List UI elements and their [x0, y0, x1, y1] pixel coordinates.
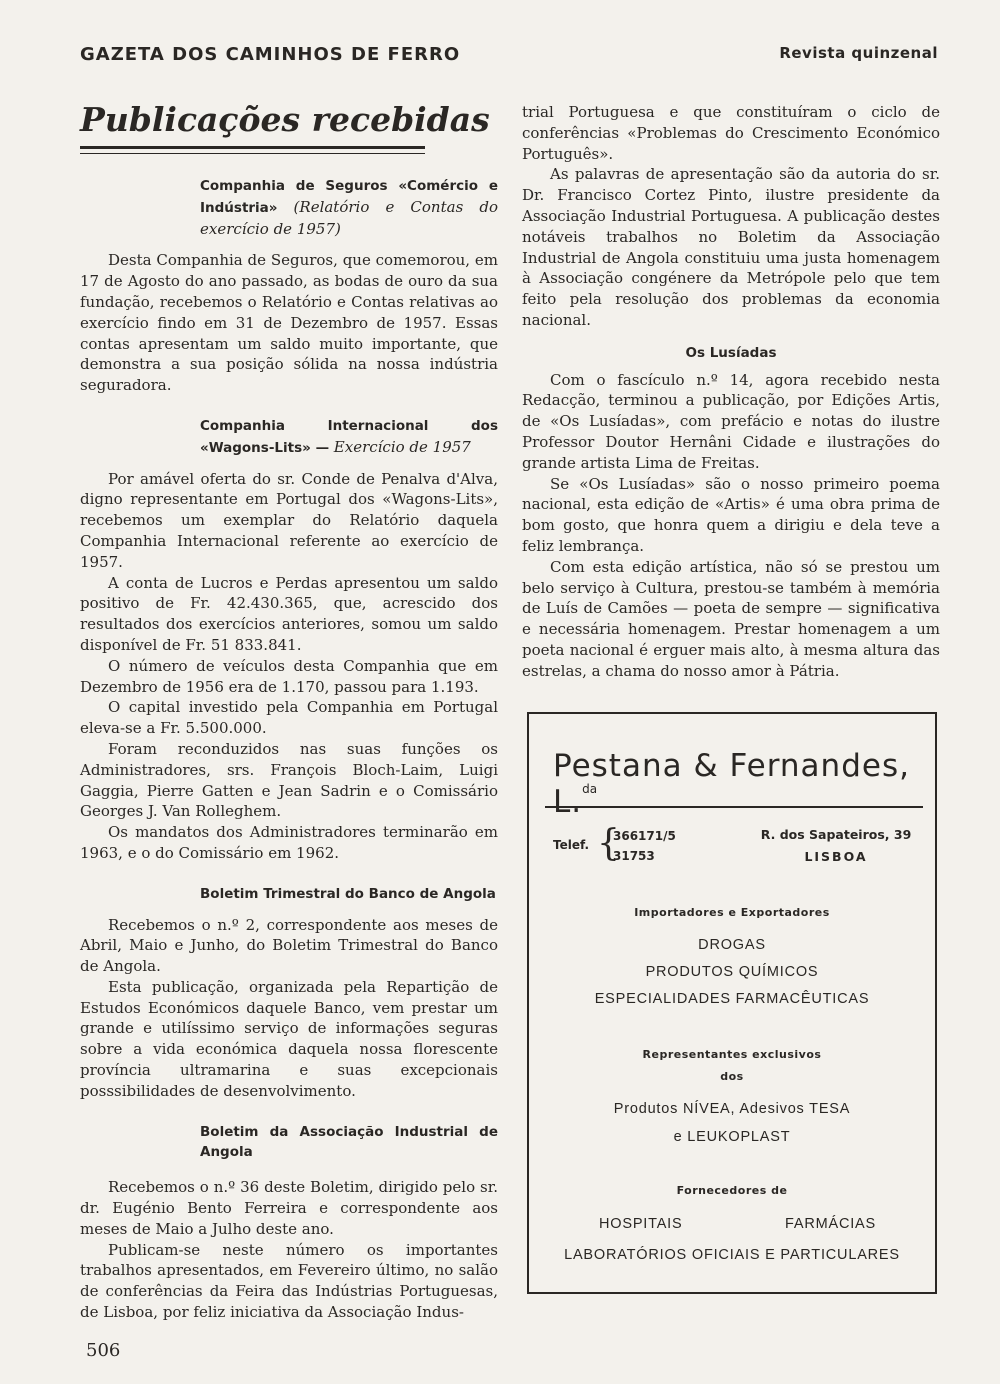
article-heading-italic: Exercício de 1957	[333, 437, 471, 456]
ad-product: PRODUTOS QUÍMICOS	[645, 964, 819, 980]
ad-rule	[545, 806, 923, 808]
left-column	[80, 176, 498, 1323]
ad-client: HOSPITAIS	[599, 1216, 683, 1232]
paragraph: Com esta edição artística, não só se prestou um belo serviço à Cultura, prestou-se também à memória de Luís de Camões — poeta de sempre — significativa e necessária homenagem. Prestar homenagem a um poeta nacional é erguer mais alto, à mesma altura das estrelas, a chama do nosso amor à Pátria.	[522, 557, 940, 680]
ad-product: DROGAS	[698, 937, 766, 953]
ad-phones	[613, 826, 676, 866]
title-rule	[80, 146, 425, 154]
paragraph: Foram reconduzidos nas suas funções os Administradores, srs. François Bloch-Laim, Luigi Gaggia, Pierre Gatten e Jean Sadrin e o Comissário Georges J. Van Rolleghem.	[80, 739, 498, 821]
ad-phone: 31753	[613, 849, 655, 863]
article-heading-italic: (Relatório e Contas do exercício de 1957)	[200, 197, 498, 238]
ad-products	[529, 932, 935, 1013]
article-heading: Boletim da Associação Industrial de Angola	[200, 1123, 498, 1161]
ad-company-suffix: da	[582, 782, 598, 796]
paragraph: trial Portuguesa e que constituíram o ciclo de conferências «Problemas do Crescimento Económico Português».	[522, 103, 940, 163]
ad-telef-label: Telef.	[553, 838, 590, 852]
advertisement	[527, 712, 937, 1294]
ad-street: R. dos Sapateiros, 39	[760, 827, 912, 842]
article-heading-bold: Companhia Internacional dos «Wagons-Lits» —	[200, 417, 498, 456]
journal-title: GAZETA DOS CAMINHOS DE FERRO	[80, 44, 461, 65]
article-heading	[200, 416, 498, 459]
ad-address	[751, 824, 921, 868]
paragraph: O número de veículos desta Companhia que em Dezembro de 1956 era de 1.170, passou para 1.193.	[80, 656, 498, 696]
article-heading: Os Lusíadas	[685, 344, 777, 361]
paragraph: Esta publicação, organizada pela Repartição de Estudos Económicos daquele Banco, vem prestar um grande e utilíssimo serviço de informações seguras sobre a vida económica daquela nossa florescente província ultramarina e suas excepcionais posssibilidades de desenvolvimento.	[80, 977, 498, 1100]
ad-phone: 366171/5	[613, 829, 676, 843]
ad-city: LISBOA	[804, 849, 868, 864]
paragraph: Os mandatos dos Administradores terminarão em 1963, e o do Comissário em 1962.	[80, 823, 498, 862]
article-heading	[200, 176, 498, 240]
right-column	[522, 102, 940, 682]
paragraph: Com o fascículo n.º 14, agora recebido nesta Redacção, terminou a publicação, por Edições Artis, de «Os Lusíadas», com prefácio e notas do ilustre Professor Doutor Hernâni Cidade e ilustrações do grande artista Lima de Freitas.	[522, 370, 940, 472]
paragraph: A conta de Lucros e Perdas apresentou um saldo positivo de Fr. 42.430.365, que, acrescido dos resultados dos exercícios anteriores, somou um saldo disponível de Fr. 51 833.841.	[80, 573, 498, 654]
paragraph: As palavras de apresentação são da autoria do sr. Dr. Francisco Cortez Pinto, ilustre presidente da Associação Industrial Portuguesa. A publicação destes notáveis trabalhos no Boletim da Associação Industrial de Angola constituiu uma justa homenagem à Associação congénere da Metrópole pelo que tem feito pela resolução dos problemas da economia nacional.	[522, 165, 940, 329]
section-title: Publicações recebidas	[80, 100, 490, 139]
ad-brands-2: e LEUKOPLAST	[673, 1129, 791, 1145]
ad-role-representatives: Representantes exclusivos	[642, 1048, 822, 1061]
article-heading-bold: Companhia de Seguros «Comércio e Indústria»	[200, 178, 498, 216]
ad-brands: Produtos NÍVEA, Adesivos TESA	[613, 1101, 851, 1117]
page-number: 506	[86, 1340, 121, 1361]
paragraph: Publicam-se neste número os importantes trabalhos apresentados, em Fevereiro último, no salão de conferências da Feira das Indústrias Portuguesas, de Lisboa, por feliz iniciativa da Associação Indus-	[80, 1240, 498, 1322]
paragraph: Desta Companhia de Seguros, que comemorou, em 17 de Agosto do ano passado, as bodas de ouro da sua fundação, recebemos o Relatório e Contas relativas ao exercício findo em 31 de Dezembro de 1957. Essas contas apresentam um saldo muito importante, que demonstra a sua posição sólida na nossa indústria seguradora.	[80, 251, 498, 395]
paragraph: Por amável oferta do sr. Conde de Penalva d'Alva, digno representante em Portugal dos «Wagons-Lits», recebemos um exemplar do Relatório daquela Companhia Internacional referente ao exercício de 1957.	[80, 469, 498, 571]
paragraph: O capital investido pela Companhia em Portugal eleva-se a Fr. 5.500.000.	[80, 698, 498, 738]
brace-icon: {	[597, 823, 620, 864]
ad-clients-2: LABORATÓRIOS OFICIAIS E PARTICULARES	[564, 1247, 900, 1263]
article-heading: Boletim Trimestral do Banco de Angola	[200, 885, 496, 902]
ad-role-importers: Importadores e Exportadores	[634, 906, 830, 919]
issue-type: Revista quinzenal	[779, 44, 938, 62]
ad-client: FARMÁCIAS	[785, 1216, 876, 1232]
ad-company-name	[553, 748, 935, 820]
ad-role-suppliers: Fornecedores de	[676, 1184, 788, 1197]
paragraph: Recebemos o n.º 2, correspondente aos meses de Abril, Maio e Junho, do Boletim Trimestral do Banco de Angola.	[80, 915, 498, 976]
paragraph: Se «Os Lusíadas» são o nosso primeiro poema nacional, esta edição de «Artis» é uma obra prima de bom gosto, que honra quem a dirigiu e dela teve a feliz lembrança.	[522, 474, 940, 555]
ad-product: ESPECIALIDADES FARMACÊUTICAS	[594, 991, 870, 1007]
ad-company: Pestana & Fernandes, L.	[553, 748, 910, 820]
paragraph: Recebemos o n.º 36 deste Boletim, dirigido pelo sr. dr. Eugénio Bento Ferreira e correspondente aos meses de Maio a Julho deste ano.	[80, 1178, 498, 1238]
ad-role-representatives-2: dos	[720, 1070, 744, 1083]
